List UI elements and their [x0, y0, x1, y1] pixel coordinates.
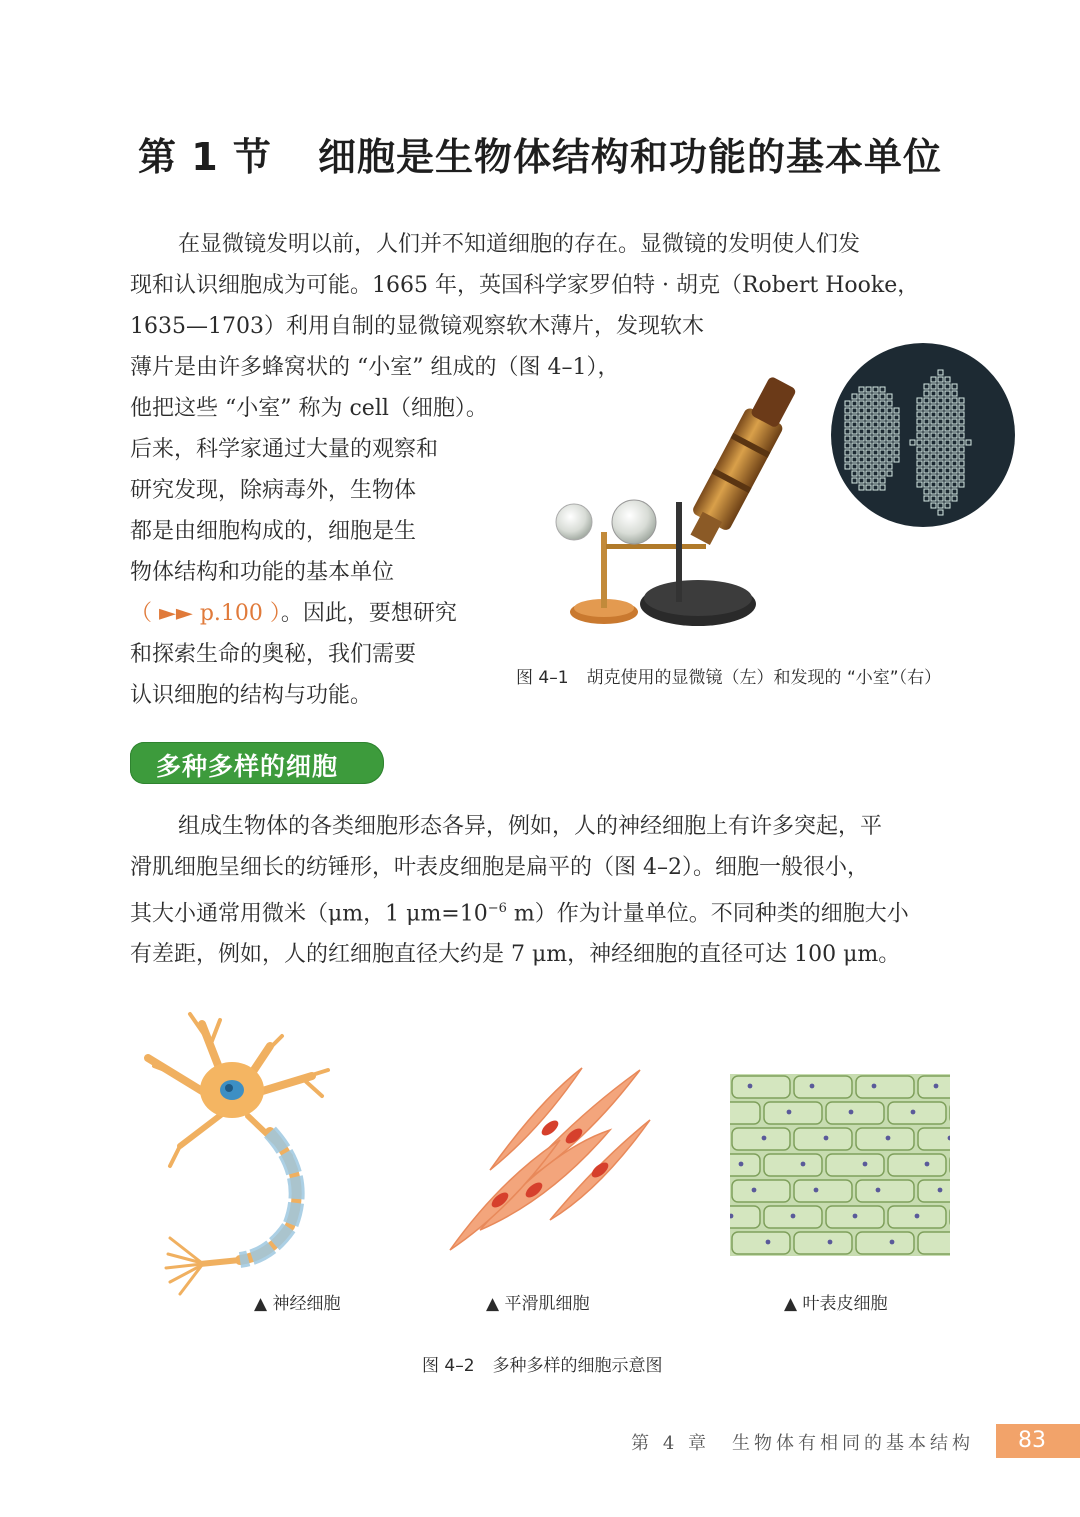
smooth-muscle-cell-image [440, 1040, 660, 1260]
hooke-microscope-image [548, 372, 808, 634]
text-line: 认识细胞的结构与功能。 [130, 683, 373, 708]
figure-caption-text: 胡克使用的显微镜（左）和发现的 “小室”（右） [586, 668, 942, 688]
text-line: 薄片是由许多蜂窝状的 “小室” 组成的（图 4–1）， [130, 355, 620, 380]
text-line: 和探索生命的奥秘，我们需要 [130, 642, 417, 667]
leaf-epidermis-label: ▲ 叶表皮细胞 [784, 1294, 888, 1314]
text-line: 现和认识细胞成为可能。1665 年，英国科学家罗伯特 · 胡克（Robert Hooke， [130, 273, 920, 298]
figure-4-2-caption [422, 1351, 663, 1376]
page-number: 83 [1018, 1428, 1046, 1453]
text-line: 后来，科学家通过大量的观察和 [130, 437, 439, 462]
text-line: 物体结构和功能的基本单位 [130, 560, 395, 585]
text-fragment: 。因此，要想研究 [280, 601, 457, 626]
text-line [130, 888, 909, 934]
text-line: 都是由细胞构成的，细胞是生 [130, 519, 417, 544]
figure-label: 图 4–2 [422, 1356, 475, 1376]
cork-cells-image [828, 340, 1018, 530]
figure-caption-text: 多种多样的细胞示意图 [492, 1356, 663, 1376]
body-paragraph [130, 806, 909, 975]
section-title-text: 细胞是生物体结构和功能的基本单位 [317, 135, 942, 179]
text-fragment: 其大小通常用微米（μm，1 μm=10 [130, 901, 488, 927]
neuron-label: ▲ 神经细胞 [254, 1294, 341, 1314]
smooth-muscle-label: ▲ 平滑肌细胞 [486, 1294, 590, 1314]
text-line: 1635—1703）利用自制的显微镜观察软木薄片，发现软木 [130, 314, 704, 339]
section-heading-pill [130, 742, 384, 784]
text-line: 有差距，例如，人的红细胞直径大约是 7 μm，神经细胞的直径可达 100 μm。 [130, 942, 901, 968]
neuron-cell-image [140, 1006, 340, 1300]
text-line: 他把这些 “小室” 称为 cell（细胞）。 [130, 396, 488, 421]
figure-4-1-caption [516, 663, 941, 688]
text-fragment: m）作为计量单位。不同种类的细胞大小 [506, 901, 909, 927]
text-line: 组成生物体的各类细胞形态各异，例如，人的神经细胞上有许多突起，平 [178, 814, 883, 839]
text-line: 研究发现，除病毒外，生物体 [130, 478, 417, 503]
text-line: 在显微镜发明以前，人们并不知道细胞的存在。显微镜的发明使人们发 [178, 232, 861, 257]
section-heading: 多种多样的细胞 [156, 752, 339, 781]
page-number-box [996, 1424, 1080, 1458]
section-title [0, 126, 1080, 181]
section-number: 第 1 节 [138, 135, 272, 179]
leaf-epidermis-cell-image [730, 1074, 950, 1256]
text-line: 滑肌细胞呈细长的纺锤形，叶表皮细胞是扁平的（图 4–2）。细胞一般很小， [130, 855, 869, 880]
chapter-footer: 第 4 章 生物体有相同的基本结构 [631, 1433, 974, 1454]
figure-label: 图 4–1 [516, 668, 569, 688]
exponent: −6 [487, 901, 507, 916]
page-cross-reference[interactable]: （ ►► p.100 ） [130, 601, 281, 626]
